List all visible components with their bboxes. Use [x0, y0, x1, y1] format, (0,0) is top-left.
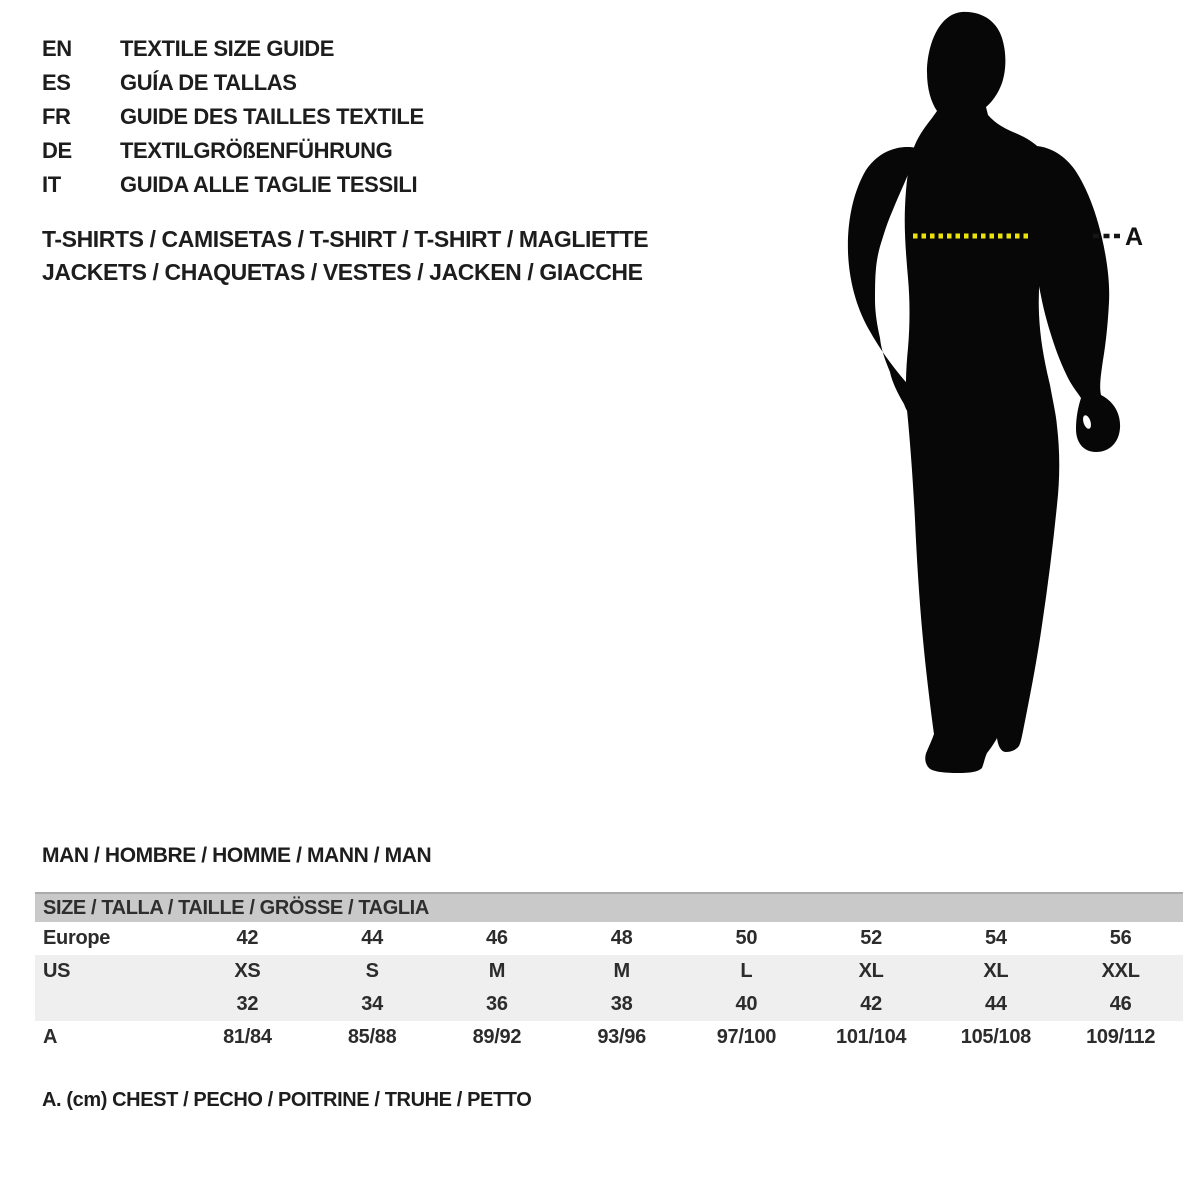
language-title: TEXTILE SIZE GUIDE: [120, 36, 335, 61]
size-value-cell: S: [365, 960, 379, 982]
man-body-shape: [905, 12, 1060, 773]
row-label: Europe: [43, 927, 111, 949]
size-value-cell: 44: [985, 993, 1007, 1015]
language-row: [42, 32, 424, 66]
size-value-cell: 52: [860, 927, 882, 949]
size-value-cell: XXL: [1101, 960, 1140, 982]
size-value-cell: 105/108: [960, 1026, 1031, 1048]
size-value-cell: 46: [1109, 993, 1132, 1015]
size-value-cell: L: [740, 960, 753, 982]
language-row: [42, 100, 424, 134]
size-value-cell: 42: [236, 927, 259, 949]
row-label: US: [43, 960, 71, 982]
table-row: [35, 922, 1183, 955]
size-table-rows: [35, 922, 1183, 1054]
size-value-cell: 89/92: [472, 1026, 522, 1048]
category-line-tshirts: T-SHIRTS / CAMISETAS / T-SHIRT / T-SHIRT / MAGLIETTE: [42, 226, 649, 252]
size-value-cell: 34: [361, 993, 383, 1015]
language-row: [42, 66, 424, 100]
language-code: IT: [42, 172, 61, 197]
category-block: [42, 223, 648, 289]
size-value-cell: XL: [983, 960, 1009, 982]
man-silhouette-svg: [820, 0, 1200, 800]
size-value-cell: 56: [1109, 927, 1132, 949]
language-row: [42, 168, 424, 202]
section-title-man: MAN / HOMBRE / HOMME / MANN / MAN: [42, 844, 432, 867]
language-title: GUIDE DES TAILLES TEXTILE: [120, 104, 424, 129]
size-value-cell: 50: [735, 927, 758, 949]
measurement-footnote: A. (cm) CHEST / PECHO / POITRINE / TRUHE / PETTO: [42, 1089, 532, 1111]
size-value-cell: 81/84: [223, 1026, 272, 1048]
language-title: GUÍA DE TALLAS: [120, 70, 297, 95]
size-value-cell: 38: [610, 993, 633, 1015]
size-value-cell: 40: [735, 993, 758, 1015]
size-value-cell: 97/100: [716, 1026, 777, 1048]
category-line-jackets: JACKETS / CHAQUETAS / VESTES / JACKEN / GIACCHE: [42, 259, 643, 285]
size-value-cell: M: [613, 960, 630, 982]
language-code: ES: [42, 70, 71, 95]
size-value-cell: 109/112: [1086, 1026, 1156, 1048]
size-value-cell: 85/88: [347, 1026, 397, 1048]
size-value-cell: 42: [860, 993, 882, 1015]
table-row: [35, 988, 1183, 1021]
size-value-cell: 101/104: [836, 1026, 907, 1048]
size-table: [35, 892, 1183, 1054]
size-value-cell: 48: [610, 927, 633, 949]
row-label: A: [43, 1026, 58, 1048]
language-title: TEXTILGRÖßENFÜHRUNG: [120, 138, 393, 163]
size-value-cell: 46: [486, 927, 508, 949]
size-value-cell: M: [488, 960, 506, 982]
language-row: [42, 134, 424, 168]
size-value-cell: 93/96: [597, 1026, 646, 1048]
size-value-cell: 32: [236, 993, 259, 1015]
man-silhouette-figure: [820, 0, 1200, 800]
language-title: GUIDA ALLE TAGLIE TESSILI: [120, 172, 418, 197]
size-value-cell: 44: [361, 927, 383, 949]
size-value-cell: 36: [486, 993, 508, 1015]
language-code: DE: [42, 138, 72, 163]
table-row: [35, 955, 1183, 988]
language-list: [42, 32, 424, 202]
measure-label-a: A: [1125, 223, 1144, 251]
size-value-cell: XS: [234, 960, 261, 982]
language-code: EN: [42, 36, 72, 61]
language-code: FR: [42, 104, 71, 129]
size-value-cell: 54: [985, 927, 1007, 949]
size-table-header: SIZE / TALLA / TAILLE / GRÖSSE / TAGLIA: [35, 892, 1183, 922]
size-value-cell: XL: [858, 960, 884, 982]
table-row: [35, 1021, 1183, 1054]
